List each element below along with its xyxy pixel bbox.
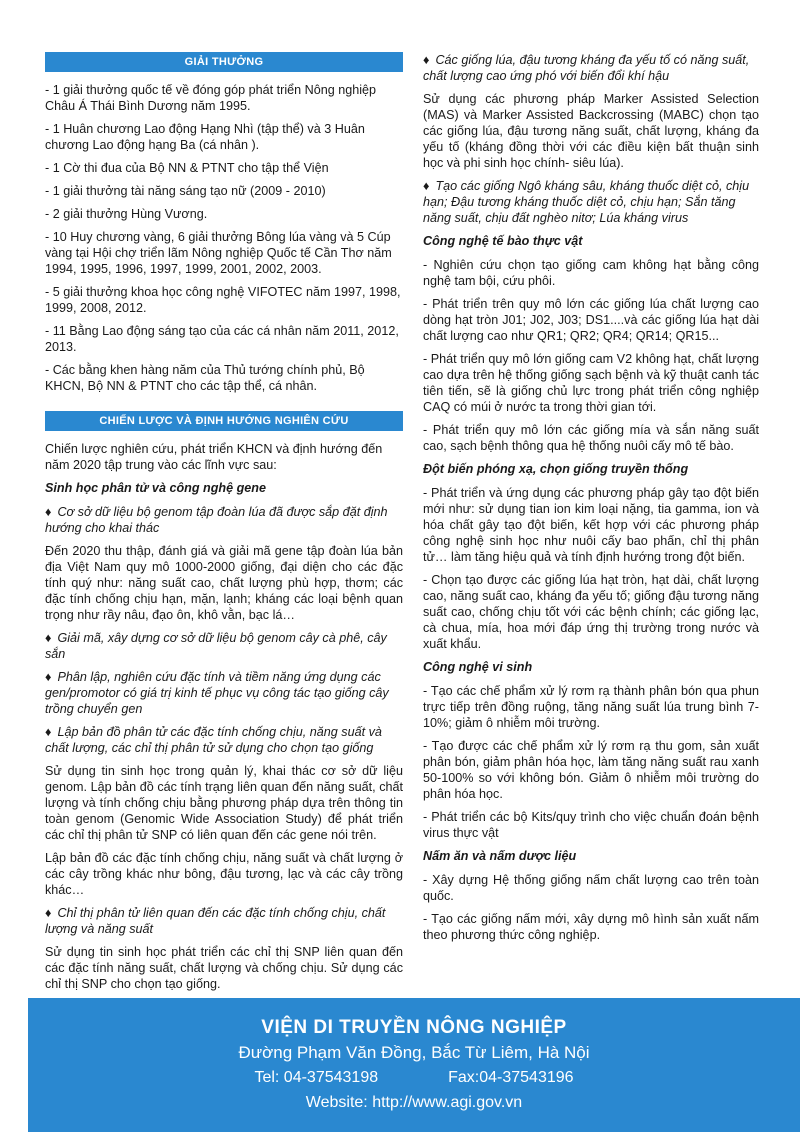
fax-number: Fax:04-37543196 bbox=[448, 1069, 574, 1086]
bullet-text: Chỉ thị phân tử liên quan đến các đặc tính chống chịu, chất lượng và năng suất bbox=[45, 906, 386, 936]
bullet-text: Tạo các giống Ngô kháng sâu, kháng thuốc diệt cỏ, chịu hạn; Đậu tương kháng thuốc diệt cỏ, chịu hạn; Sắn tăng năng suất, chịu đất nghèo nitơ; Lúa kháng virus bbox=[423, 179, 750, 225]
award-item: - 11 Bằng Lao động sáng tạo của các cá nhân năm 2011, 2012, 2013. bbox=[45, 324, 399, 354]
bullet-item bbox=[45, 905, 403, 937]
diamond-bullet-icon: ♦ bbox=[45, 725, 52, 739]
microbiology-item: - Tạo các chế phẩm xử lý rơm rạ thành phân bón qua phun trực tiếp trên đồng ruộng, tăng năng suất lúa trung bình 7-10%; giảm ô nhiễm môi trường. bbox=[423, 684, 759, 730]
diamond-bullet-icon: ♦ bbox=[423, 53, 430, 67]
award-item: - 1 Huân chương Lao động Hạng Nhì (tập thể) và 3 Huân chương Lao động hạng Ba (cá nhân ). bbox=[45, 122, 365, 152]
award-item: - 2 giải thưởng Hùng Vương. bbox=[45, 207, 208, 221]
bullet-text: Cơ sở dữ liệu bộ genom tập đoàn lúa đã được sắp đặt định hướng cho khai thác bbox=[45, 505, 388, 535]
bullet-item bbox=[45, 669, 403, 717]
bullet-item bbox=[45, 724, 403, 756]
mutation-item: - Phát triển và ứng dụng các phương pháp gây tạo đột biến mới như: sử dụng tian ion kim loại nặng, tia gamma, ion và hóa chất gây tạo đột biến, kết hợp với các phương pháp công nghệ sinh học như nuôi cấy bao phấn, chỉ thị phân tử… làm tăng hiệu quả và tính định hướng trong đột biến. bbox=[423, 486, 759, 564]
right-column bbox=[423, 52, 759, 950]
microbiology-item: - Tạo được các chế phẩm xử lý rơm rạ thu gom, sản xuất phân bón, giảm phân hóa học, làm tăng năng suất rau xanh 50-100% so với không bón. Giảm ô nhiễm môi trường do phân hóa học. bbox=[423, 739, 759, 801]
molecular-biology-title: Sinh học phân tử và công nghệ gene bbox=[45, 481, 266, 495]
bullet-text: Các giống lúa, đậu tương kháng đa yếu tố có năng suất, chất lượng cao ứng phó với biến đổi khí hậu bbox=[423, 53, 750, 83]
cell-tech-item: - Phát triển trên quy mô lớn các giống lúa chất lượng cao dòng hạt tròn J01; J02, J03; DS1....và các giống lúa hạt dài chất lượng cao như QR1; QR2; QR4; QR14; QR15... bbox=[423, 297, 759, 343]
strategy-header: CHIẾN LƯỢC VÀ ĐỊNH HƯỚNG NGHIÊN CỨU bbox=[45, 411, 403, 431]
strategy-intro: Chiến lược nghiên cứu, phát triển KHCN và định hướng đến năm 2020 tập trung vào các lĩnh vực sau: bbox=[45, 442, 383, 472]
award-item: - 10 Huy chương vàng, 6 giải thưởng Bông lúa vàng và 5 Cúp vàng tại Hội chợ triển lãm Nông nghiệp Quốc tế Cần Thơ năm 1994, 1995, 1996, 1997, 1999, 2001, 2002, 2003. bbox=[45, 230, 392, 276]
paragraph: Sử dụng các phương pháp Marker Assisted Selection (MAS) và Marker Assisted Backcrossing (MABC) chọn tạo các giống lúa, đậu tương năng suất, chất lượng, kháng đa yếu tố (kháng đồng thời với các điều kiện bất thuận sinh học và phi sinh học chính- siêu lúa). bbox=[423, 92, 759, 170]
microbiology-title: Công nghệ vi sinh bbox=[423, 660, 533, 674]
award-item: - 1 giải thưởng tài năng sáng tạo nữ (2009 - 2010) bbox=[45, 184, 326, 198]
mutation-item: - Chọn tạo được các giống lúa hạt tròn, hạt dài, chất lượng cao, năng suất cao, kháng đa yếu tố; giống đậu tương năng suất cao, chống chịu tốt với các bệnh chính; các giống lạc, cà chua, mía, hoa mới đáp ứng thị trường trong nước và xuất khẩu. bbox=[423, 573, 759, 651]
tel-number: Tel: 04-37543198 bbox=[254, 1069, 379, 1086]
left-column bbox=[45, 52, 403, 999]
diamond-bullet-icon: ♦ bbox=[45, 906, 52, 920]
diamond-bullet-icon: ♦ bbox=[423, 179, 430, 193]
website-link[interactable]: Website: http://www.agi.gov.vn bbox=[305, 1094, 523, 1111]
institute-name: VIỆN DI TRUYỀN NÔNG NGHIỆP bbox=[261, 1017, 567, 1038]
bullet-item bbox=[45, 504, 403, 536]
paragraph: Sử dụng tin sinh học phát triển các chỉ thị SNP liên quan đến các đặc tính năng suất, chất lượng và chống chịu. Sử dụng các chỉ thị SNP cho chọn tạo giống. bbox=[45, 945, 403, 991]
bullet-text: Lập bản đồ phân tử các đặc tính chống chịu, năng suất và chất lượng, các chỉ thị phân tử sử dụng cho chọn tạo giống bbox=[45, 725, 382, 755]
award-item: - Các bằng khen hàng năm của Thủ tướng chính phủ, Bộ KHCN, Bộ NN & PTNT cho các tập thể, cá nhân. bbox=[45, 363, 365, 393]
award-item: - 5 giải thưởng khoa học công nghệ VIFOTEC năm 1997, 1998, 1999, 2008, 2012. bbox=[45, 285, 401, 315]
paragraph: Lập bản đồ các đặc tính chống chịu, năng suất và chất lượng ở các cây trồng khác như bông, đậu tương, lạc và các cây trồng khác… bbox=[45, 851, 403, 897]
microbiology-item: - Phát triển các bộ Kits/quy trình cho việc chuẩn đoán bệnh virus thực vật bbox=[423, 810, 759, 840]
cell-tech-item: - Phát triển quy mô lớn các giống mía và sắn năng suất cao, sạch bệnh thông qua hệ thống nuôi cấy mô tế bào. bbox=[423, 423, 759, 453]
mushroom-title: Nấm ăn và nấm dược liệu bbox=[423, 849, 577, 863]
bullet-item bbox=[45, 630, 403, 662]
mutation-title: Đột biến phóng xạ, chọn giống truyền thống bbox=[423, 462, 689, 476]
institute-address: Đường Phạm Văn Đồng, Bắc Từ Liêm, Hà Nội bbox=[238, 1043, 590, 1062]
awards-header: GIẢI THƯỞNG bbox=[45, 52, 403, 72]
footer-banner bbox=[28, 998, 800, 1132]
diamond-bullet-icon: ♦ bbox=[45, 631, 52, 645]
award-item: - 1 giải thưởng quốc tế về đóng góp phát triển Nông nghiệp Châu Á Thái Bình Dương năm 1995. bbox=[45, 83, 377, 113]
bullet-text: Phân lập, nghiên cứu đặc tính và tiềm năng ứng dụng các gen/promotor có giá trị kinh tế phục vụ công tác tạo giống cây trồng chuyển gen bbox=[45, 670, 389, 716]
cell-tech-item: - Phát triển quy mô lớn giống cam V2 không hạt, chất lượng cao dựa trên hệ thống giống sạch bệnh và kỹ thuật canh tác tiên tiến, sẽ là giống chủ lực trong phát triển công nghiệp CAQ có múi ở nước ta trong thời gian tới. bbox=[423, 352, 759, 414]
paragraph: Đến 2020 thu thập, đánh giá và giải mã gene tập đoàn lúa bản địa Việt Nam quy mô 1000-2000 giống, đại diện cho các đặc tính quý như: năng suất cao, chất lượng phù hợp, thơm; các đặc tính chống chịu hạn, mặn, lạnh; kháng các loại bệnh quan trọng như rầy nâu, đạo ôn, khô vằn, bạc lá… bbox=[45, 544, 403, 622]
award-item: - 1 Cờ thi đua của Bộ NN & PTNT cho tập thể Viện bbox=[45, 161, 329, 175]
mushroom-item: - Xây dựng Hệ thống giống nấm chất lượng cao trên toàn quốc. bbox=[423, 873, 759, 903]
diamond-bullet-icon: ♦ bbox=[45, 505, 52, 519]
cell-tech-title: Công nghệ tế bào thực vật bbox=[423, 234, 583, 248]
diamond-bullet-icon: ♦ bbox=[45, 670, 52, 684]
mushroom-item: - Tạo các giống nấm mới, xây dựng mô hình sản xuất nấm theo phương thức công nghiệp. bbox=[423, 912, 759, 942]
bullet-item bbox=[423, 178, 759, 226]
cell-tech-item: - Nghiên cứu chọn tạo giống cam không hạt bằng công nghệ tam bội, cứu phôi. bbox=[423, 258, 759, 288]
bullet-text: Giải mã, xây dựng cơ sở dữ liệu bộ genom cây cà phê, cây sắn bbox=[45, 631, 387, 661]
paragraph: Sử dụng tin sinh học trong quản lý, khai thác cơ sở dữ liệu genom. Lập bản đồ các tính trạng liên quan đến năng suất, chất lượng và tính chống chịu bằng phương pháp dựa trên thông tin toàn genom (Genomic Wide Association Study) để phát triển các chỉ thị phân tử SNP có liên quan đến các gene nói trên. bbox=[45, 764, 403, 842]
contact-line bbox=[28, 1067, 800, 1089]
bullet-item bbox=[423, 52, 759, 84]
